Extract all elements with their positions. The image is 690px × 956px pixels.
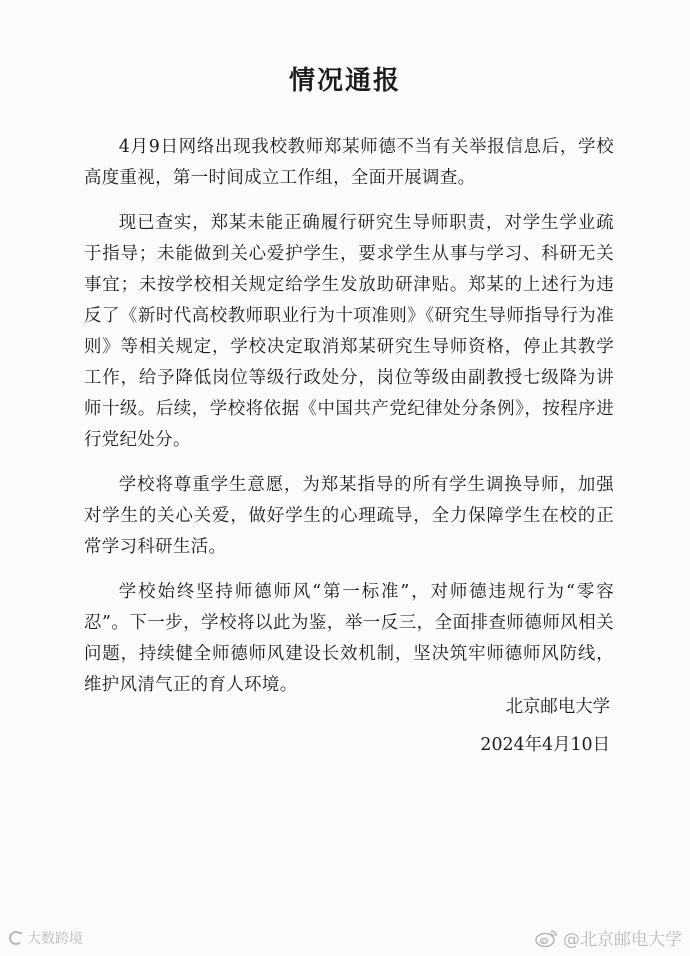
document-body [84, 132, 614, 715]
watermark-left-text: 大数跨境 [27, 931, 83, 947]
paragraph-1: 4月9日网络出现我校教师郑某师德不当有关举报信息后，学校高度重视，第一时间成立工作组，全面开展调查。 [84, 137, 614, 188]
paragraph-4: 学校始终坚持师德师风“第一标准”，对师德违规行为“零容忍”。下一步，学校将以此为鉴，举一反三，全面排查师德师风相关问题，持续健全师德师风建设长效机制，坚决筑牢师德师风防线，维护风清气正的育人环境。 [84, 582, 614, 695]
watermark-right [535, 925, 682, 950]
weibo-icon [535, 928, 559, 948]
signature-date: 2024年4月10日 [480, 735, 610, 755]
paragraph-2: 现已查实，郑某未能正确履行研究生导师职责，对学生学业疏于指导；未能做到关心爱护学生，要求学生从事与学习、科研无关事宜；未按学校相关规定给学生发放助研津贴。郑某的上述行为违反了《新时代高校教师职业行为十项准则》《研究生导师指导行为准则》等相关规定，学校决定取消郑某研究生导师资格，停止其教学工作，给予降低岗位等级行政处分，岗位等级由副教授七级降为讲师十级。后续，学校将依据《中国共产党纪律处分条例》，按程序进行党纪处分。 [84, 213, 614, 450]
watermark-left [8, 928, 83, 948]
signature-organization: 北京邮电大学 [505, 697, 610, 717]
watermark-right-text: @北京邮电大学 [563, 930, 682, 950]
document-title: 情况通报 [288, 66, 401, 96]
paragraph-3: 学校将尊重学生意愿，为郑某指导的所有学生调换导师，加强对学生的关心关爱，做好学生的心理疏导，全力保障学生在校的正常学习科研生活。 [84, 475, 614, 557]
c-logo-icon [8, 930, 24, 946]
signature-block [480, 688, 610, 764]
